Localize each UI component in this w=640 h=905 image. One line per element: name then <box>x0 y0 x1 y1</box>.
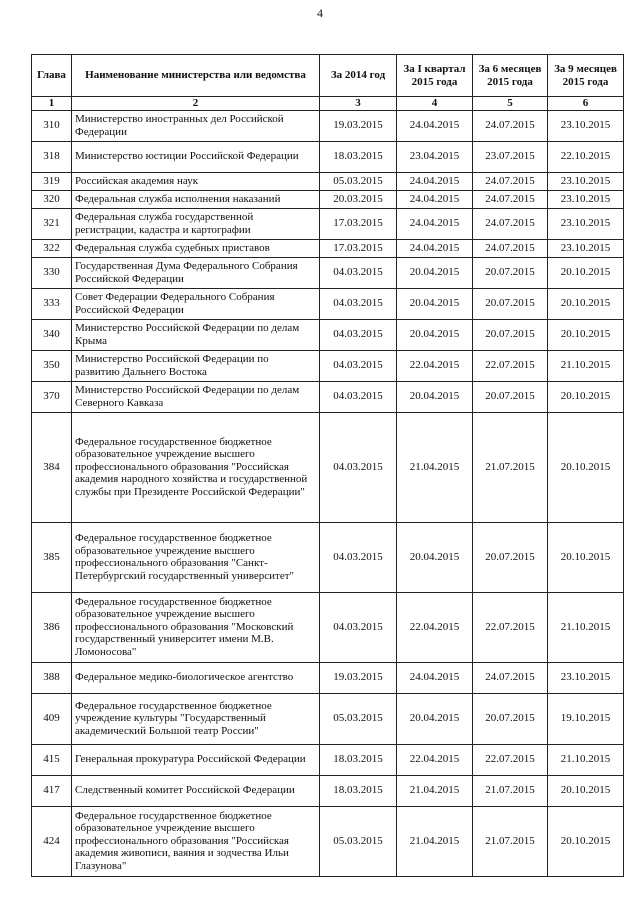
chapter-code: 310 <box>32 110 72 141</box>
header-2014: За 2014 год <box>320 55 397 97</box>
header-q1-2015: За I квартал 2015 года <box>397 55 473 97</box>
date-q1-2015: 22.04.2015 <box>397 744 473 775</box>
chapter-code: 424 <box>32 806 72 876</box>
table-row <box>32 775 624 806</box>
date-q1-2015: 24.04.2015 <box>397 190 473 208</box>
date-q1-2015: 21.04.2015 <box>397 412 473 522</box>
date-9m-2015: 21.10.2015 <box>548 350 624 381</box>
date-q1-2015: 24.04.2015 <box>397 239 473 257</box>
table-row <box>32 288 624 319</box>
date-6m-2015: 24.07.2015 <box>473 239 548 257</box>
date-2014: 04.03.2015 <box>320 592 397 662</box>
date-2014: 17.03.2015 <box>320 208 397 239</box>
date-6m-2015: 24.07.2015 <box>473 172 548 190</box>
column-number-row <box>32 97 624 111</box>
header-row <box>32 55 624 97</box>
table-row <box>32 662 624 693</box>
date-6m-2015: 22.07.2015 <box>473 592 548 662</box>
date-q1-2015: 24.04.2015 <box>397 110 473 141</box>
ministry-name: Государственная Дума Федерального Собрания Российской Федерации <box>72 257 320 288</box>
table-row <box>32 744 624 775</box>
chapter-code: 322 <box>32 239 72 257</box>
date-2014: 05.03.2015 <box>320 693 397 744</box>
ministry-name: Федеральное государственное бюджетное образовательное учреждение высшего профессионального образования "Московский государственный университет имени М.В. Ломоносова" <box>72 592 320 662</box>
chapter-code: 330 <box>32 257 72 288</box>
ministry-name: Федеральная служба государственной регистрации, кадастра и картографии <box>72 208 320 239</box>
chapter-code: 384 <box>32 412 72 522</box>
ministry-name: Федеральное государственное бюджетное образовательное учреждение высшего профессионального образования "Санкт-Петербургский государственный университет" <box>72 522 320 592</box>
table-row <box>32 190 624 208</box>
date-q1-2015: 22.04.2015 <box>397 592 473 662</box>
table-row <box>32 319 624 350</box>
date-6m-2015: 24.07.2015 <box>473 662 548 693</box>
date-2014: 04.03.2015 <box>320 522 397 592</box>
date-6m-2015: 22.07.2015 <box>473 744 548 775</box>
header-chapter: Глава <box>32 55 72 97</box>
date-9m-2015: 21.10.2015 <box>548 592 624 662</box>
date-9m-2015: 23.10.2015 <box>548 190 624 208</box>
date-6m-2015: 20.07.2015 <box>473 693 548 744</box>
table-row <box>32 381 624 412</box>
ministry-name: Министерство Российской Федерации по развитию Дальнего Востока <box>72 350 320 381</box>
date-6m-2015: 21.07.2015 <box>473 806 548 876</box>
ministry-name: Федеральное медико-биологическое агентство <box>72 662 320 693</box>
chapter-code: 340 <box>32 319 72 350</box>
ministry-name: Министерство иностранных дел Российской Федерации <box>72 110 320 141</box>
date-9m-2015: 20.10.2015 <box>548 288 624 319</box>
date-6m-2015: 21.07.2015 <box>473 775 548 806</box>
date-9m-2015: 23.10.2015 <box>548 208 624 239</box>
date-q1-2015: 24.04.2015 <box>397 662 473 693</box>
ministry-name: Федеральная служба судебных приставов <box>72 239 320 257</box>
table-row <box>32 592 624 662</box>
date-2014: 05.03.2015 <box>320 172 397 190</box>
table-row <box>32 141 624 172</box>
date-2014: 18.03.2015 <box>320 775 397 806</box>
chapter-code: 320 <box>32 190 72 208</box>
chapter-code: 319 <box>32 172 72 190</box>
chapter-code: 321 <box>32 208 72 239</box>
chapter-code: 388 <box>32 662 72 693</box>
date-9m-2015: 20.10.2015 <box>548 381 624 412</box>
chapter-code: 333 <box>32 288 72 319</box>
deadlines-table <box>31 54 624 877</box>
date-2014: 20.03.2015 <box>320 190 397 208</box>
date-9m-2015: 22.10.2015 <box>548 141 624 172</box>
date-9m-2015: 20.10.2015 <box>548 319 624 350</box>
ministry-name: Генеральная прокуратура Российской Федерации <box>72 744 320 775</box>
date-9m-2015: 23.10.2015 <box>548 662 624 693</box>
date-2014: 19.03.2015 <box>320 662 397 693</box>
date-q1-2015: 20.04.2015 <box>397 319 473 350</box>
date-2014: 05.03.2015 <box>320 806 397 876</box>
date-2014: 04.03.2015 <box>320 381 397 412</box>
date-2014: 04.03.2015 <box>320 288 397 319</box>
table-row <box>32 806 624 876</box>
chapter-code: 415 <box>32 744 72 775</box>
table-row <box>32 350 624 381</box>
date-9m-2015: 20.10.2015 <box>548 775 624 806</box>
date-q1-2015: 20.04.2015 <box>397 522 473 592</box>
date-2014: 04.03.2015 <box>320 257 397 288</box>
table-row <box>32 208 624 239</box>
date-6m-2015: 20.07.2015 <box>473 381 548 412</box>
date-6m-2015: 23.07.2015 <box>473 141 548 172</box>
date-2014: 18.03.2015 <box>320 744 397 775</box>
date-9m-2015: 23.10.2015 <box>548 239 624 257</box>
date-2014: 04.03.2015 <box>320 412 397 522</box>
ministry-name: Федеральная служба исполнения наказаний <box>72 190 320 208</box>
ministry-name: Министерство Российской Федерации по делам Северного Кавказа <box>72 381 320 412</box>
date-2014: 17.03.2015 <box>320 239 397 257</box>
date-q1-2015: 24.04.2015 <box>397 208 473 239</box>
date-9m-2015: 23.10.2015 <box>548 110 624 141</box>
date-q1-2015: 20.04.2015 <box>397 381 473 412</box>
header-9m-2015: За 9 месяцев 2015 года <box>548 55 624 97</box>
column-number: 6 <box>548 97 624 111</box>
date-q1-2015: 21.04.2015 <box>397 775 473 806</box>
date-q1-2015: 20.04.2015 <box>397 693 473 744</box>
date-2014: 04.03.2015 <box>320 350 397 381</box>
page-number: 4 <box>317 6 323 20</box>
table-row <box>32 172 624 190</box>
chapter-code: 417 <box>32 775 72 806</box>
ministry-name: Следственный комитет Российской Федерации <box>72 775 320 806</box>
date-q1-2015: 23.04.2015 <box>397 141 473 172</box>
date-6m-2015: 24.07.2015 <box>473 190 548 208</box>
column-number: 4 <box>397 97 473 111</box>
ministry-name: Российская академия наук <box>72 172 320 190</box>
date-9m-2015: 20.10.2015 <box>548 522 624 592</box>
table-row <box>32 110 624 141</box>
date-6m-2015: 20.07.2015 <box>473 522 548 592</box>
chapter-code: 386 <box>32 592 72 662</box>
date-9m-2015: 21.10.2015 <box>548 744 624 775</box>
date-9m-2015: 23.10.2015 <box>548 172 624 190</box>
date-6m-2015: 24.07.2015 <box>473 110 548 141</box>
date-9m-2015: 20.10.2015 <box>548 257 624 288</box>
date-6m-2015: 22.07.2015 <box>473 350 548 381</box>
date-q1-2015: 22.04.2015 <box>397 350 473 381</box>
date-q1-2015: 24.04.2015 <box>397 172 473 190</box>
column-number: 5 <box>473 97 548 111</box>
chapter-code: 409 <box>32 693 72 744</box>
table-row <box>32 412 624 522</box>
chapter-code: 318 <box>32 141 72 172</box>
column-number: 3 <box>320 97 397 111</box>
date-9m-2015: 20.10.2015 <box>548 412 624 522</box>
header-ministry-name: Наименование министерства или ведомства <box>72 55 320 97</box>
date-6m-2015: 20.07.2015 <box>473 257 548 288</box>
table-row <box>32 522 624 592</box>
date-2014: 18.03.2015 <box>320 141 397 172</box>
column-number: 2 <box>72 97 320 111</box>
table-row <box>32 693 624 744</box>
date-q1-2015: 20.04.2015 <box>397 257 473 288</box>
ministry-name: Федеральное государственное бюджетное учреждение культуры "Государственный академический Большой театр России" <box>72 693 320 744</box>
date-2014: 19.03.2015 <box>320 110 397 141</box>
ministry-name: Министерство Российской Федерации по делам Крыма <box>72 319 320 350</box>
chapter-code: 350 <box>32 350 72 381</box>
date-6m-2015: 24.07.2015 <box>473 208 548 239</box>
date-2014: 04.03.2015 <box>320 319 397 350</box>
date-6m-2015: 20.07.2015 <box>473 319 548 350</box>
date-q1-2015: 21.04.2015 <box>397 806 473 876</box>
chapter-code: 370 <box>32 381 72 412</box>
chapter-code: 385 <box>32 522 72 592</box>
table-row <box>32 257 624 288</box>
date-6m-2015: 21.07.2015 <box>473 412 548 522</box>
header-6m-2015: За 6 месяцев 2015 года <box>473 55 548 97</box>
ministry-name: Министерство юстиции Российской Федерации <box>72 141 320 172</box>
column-number: 1 <box>32 97 72 111</box>
date-9m-2015: 19.10.2015 <box>548 693 624 744</box>
date-9m-2015: 20.10.2015 <box>548 806 624 876</box>
date-6m-2015: 20.07.2015 <box>473 288 548 319</box>
ministry-name: Совет Федерации Федерального Собрания Российской Федерации <box>72 288 320 319</box>
ministry-name: Федеральное государственное бюджетное образовательное учреждение высшего профессионального образования "Российская академия народного хозяйства и государственной службы при Президенте Российской Федерации" <box>72 412 320 522</box>
date-q1-2015: 20.04.2015 <box>397 288 473 319</box>
table-body <box>32 110 624 876</box>
table-row <box>32 239 624 257</box>
ministry-name: Федеральное государственное бюджетное образовательное учреждение высшего профессионального образования "Российская академия живописи, ваяния и зодчества Ильи Глазунова" <box>72 806 320 876</box>
